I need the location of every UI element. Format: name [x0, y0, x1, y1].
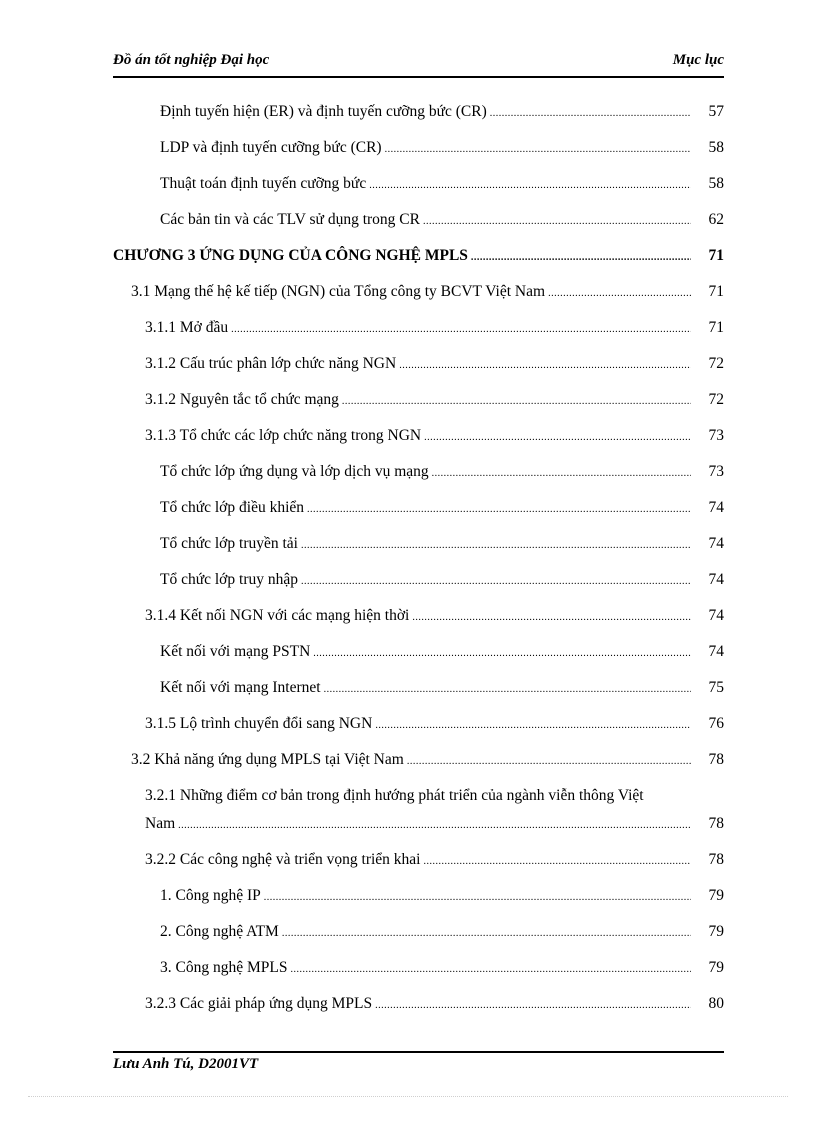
- toc-entry-title: 3.1.5 Lộ trình chuyển đổi sang NGN: [145, 715, 373, 732]
- toc-leader: [424, 429, 691, 447]
- toc-leader: [178, 817, 691, 835]
- toc-entry: [145, 851, 724, 871]
- toc-entry-page: 79: [708, 959, 724, 976]
- toc-leader: [432, 465, 691, 483]
- toc-entry: [145, 715, 724, 735]
- toc-entry-page: 57: [708, 103, 724, 120]
- toc-entry: [145, 319, 724, 339]
- footer-divider: [113, 1051, 724, 1053]
- toc-entry-title: 3.1.2 Cấu trúc phân lớp chức năng NGN: [145, 355, 397, 372]
- toc-entry-title: 3.1 Mạng thế hệ kế tiếp (NGN) của Tổng công ty BCVT Việt Nam: [131, 283, 546, 300]
- toc-leader: [231, 321, 691, 339]
- toc-leader: [548, 285, 691, 303]
- toc-entry-page: 73: [708, 463, 724, 480]
- toc-entry: [160, 535, 724, 555]
- toc-entry-title: 3.1.3 Tổ chức các lớp chức năng trong NGN: [145, 427, 422, 444]
- toc-entry: [160, 103, 724, 123]
- toc-entry: [160, 175, 724, 195]
- toc-entry-title: Kết nối với mạng PSTN: [160, 643, 311, 660]
- toc-entry-page: 79: [708, 923, 724, 940]
- toc-entry-page: 62: [708, 211, 724, 228]
- toc-entry-page: 74: [708, 499, 724, 516]
- toc-leader: [490, 105, 691, 123]
- toc-entry-page: 58: [708, 175, 724, 192]
- toc-entry-page: 74: [708, 571, 724, 588]
- toc-entry-title: 1. Công nghệ IP: [160, 887, 261, 904]
- toc-entry: [160, 499, 724, 519]
- toc-entry-page: 80: [708, 995, 724, 1012]
- toc-entry-page: 71: [708, 283, 724, 300]
- toc-leader: [313, 645, 691, 663]
- toc-leader: [282, 925, 691, 943]
- toc-entry-title: CHƯƠNG 3 ỨNG DỤNG CỦA CÔNG NGHỆ MPLS: [113, 247, 468, 264]
- toc-leader: [342, 393, 691, 411]
- header-section-title: Mục lục: [672, 52, 724, 68]
- toc-entry-page: 74: [708, 643, 724, 660]
- toc-entry-page: 74: [708, 607, 724, 624]
- toc-entry-page: 76: [708, 715, 724, 732]
- toc-entry: [145, 391, 724, 411]
- footer-author: Lưu Anh Tú, D2001VT: [113, 1056, 259, 1072]
- toc-entry-page: 73: [708, 427, 724, 444]
- toc-leader: [423, 853, 691, 871]
- toc-entry-title-continuation: Nam: [145, 815, 176, 832]
- toc-leader: [399, 357, 691, 375]
- toc-entry: [160, 571, 724, 591]
- toc-entry-title: Tổ chức lớp truyền tải: [160, 535, 298, 552]
- toc-leader: [369, 177, 691, 195]
- toc-entry-title: 3.1.1 Mở đầu: [145, 319, 229, 336]
- toc-entry-page: 58: [708, 139, 724, 156]
- toc-entry-page: 72: [708, 355, 724, 372]
- toc-entry-title: 3.2 Khả năng ứng dụng MPLS tại Việt Nam: [131, 751, 404, 768]
- toc-entry: [131, 751, 724, 771]
- toc-leader: [375, 717, 691, 735]
- toc-entry-title: Các bản tin và các TLV sử dụng trong CR: [160, 211, 420, 228]
- toc-entry-title: 3. Công nghệ MPLS: [160, 959, 288, 976]
- toc-entry-page: 74: [708, 535, 724, 552]
- page-bottom-divider: [28, 1096, 788, 1097]
- toc-entry: [145, 815, 724, 835]
- toc-entry-title: Định tuyến hiện (ER) và định tuyến cưỡng bức (CR): [160, 103, 487, 120]
- toc-leader: [423, 213, 691, 231]
- toc-entry: [160, 211, 724, 231]
- toc-entry: [160, 643, 724, 663]
- toc-entry-title: 3.2.3 Các giải pháp ứng dụng MPLS: [145, 995, 373, 1012]
- toc-entry: [145, 427, 724, 447]
- toc-leader: [412, 609, 691, 627]
- toc-leader: [407, 753, 691, 771]
- toc-entry-title-line1: 3.2.1 Những điểm cơ bản trong định hướng phát triển của ngành viễn thông Việt: [145, 787, 644, 804]
- toc-leader: [301, 537, 691, 555]
- toc-entry-page: 78: [708, 851, 724, 868]
- toc-leader: [264, 889, 691, 907]
- toc-entry-title: Tổ chức lớp điều khiển: [160, 499, 305, 516]
- toc-entry: [160, 679, 724, 699]
- toc-entry-title: LDP và định tuyến cưỡng bức (CR): [160, 139, 382, 156]
- toc-entry-title: Tổ chức lớp truy nhập: [160, 571, 298, 588]
- toc-entry: [131, 283, 724, 303]
- toc-entry-title: 3.1.2 Nguyên tắc tổ chức mạng: [145, 391, 339, 408]
- toc-leader: [290, 961, 691, 979]
- toc-entry-page: 78: [708, 815, 724, 832]
- toc-entry: [145, 607, 724, 627]
- toc-entry: [145, 355, 724, 375]
- toc-entry: [160, 959, 724, 979]
- toc-leader: [385, 141, 691, 159]
- toc-entry-title: Kết nối với mạng Internet: [160, 679, 321, 696]
- toc-entry-title: 2. Công nghệ ATM: [160, 923, 279, 940]
- toc-leader: [324, 681, 691, 699]
- toc-entry-title: 3.1.4 Kết nối NGN với các mạng hiện thời: [145, 607, 410, 624]
- header-document-title: Đồ án tốt nghiệp Đại học: [113, 52, 270, 68]
- toc-entry: [160, 463, 724, 483]
- toc-leader: [301, 573, 691, 591]
- toc-entry: [160, 139, 724, 159]
- toc-entry: [160, 923, 724, 943]
- toc-entry-page: 72: [708, 391, 724, 408]
- toc-entry-title: Thuật toán định tuyến cưỡng bức: [160, 175, 367, 192]
- toc-entry: [160, 887, 724, 907]
- toc-entry-page: 71: [708, 319, 724, 336]
- toc-entry: [145, 995, 724, 1015]
- toc-entry-title: Tổ chức lớp ứng dụng và lớp dịch vụ mạng: [160, 463, 429, 480]
- toc-leader: [307, 501, 691, 519]
- toc-entry-page: 75: [708, 679, 724, 696]
- toc-entry-page: 71: [708, 247, 724, 264]
- toc-entry-page: 79: [708, 887, 724, 904]
- toc-leader: [471, 249, 691, 267]
- toc-entry-title: 3.2.2 Các công nghệ và triển vọng triển khai: [145, 851, 421, 868]
- toc-leader: [375, 997, 691, 1015]
- toc-chapter-entry: [113, 247, 724, 267]
- toc-entry-page: 78: [708, 751, 724, 768]
